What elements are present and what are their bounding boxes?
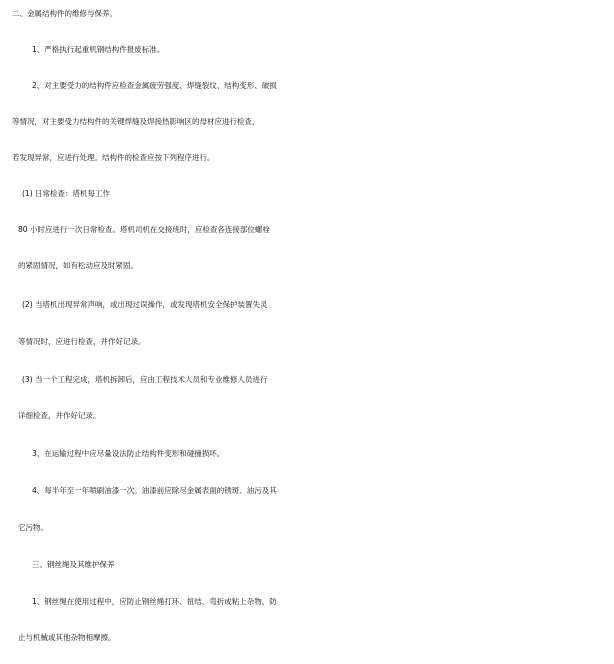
sub-item-2-line-1: (2) 当塔机出现异常声响，或出现过误操作，或发现塔机安全保护装置失灵 xyxy=(22,300,268,309)
paragraph-item-2-line-3: 若发现异常，应进行处理。结构件的检查应按下列程序进行。 xyxy=(12,153,215,162)
paragraph-item-4-line-2: 它污物。 xyxy=(18,523,48,532)
sub-item-3-line-2: 详细检查，并作好记录。 xyxy=(18,411,101,420)
sub-item-2-line-2: 等情况时，应进行检查，并作好记录。 xyxy=(18,337,146,346)
wire-rope-item-1-line-2: 止与机械或其他杂物相摩擦。 xyxy=(18,633,116,642)
paragraph-item-4-line-1: 4、每半年至一年喷刷油漆一次。油漆前应除尽金属表面的锈斑、油污及其 xyxy=(32,486,277,495)
sub-item-1-line-1: (1) 日常检查：塔机每工作 xyxy=(22,189,111,198)
section-heading-metal-structure: 二、金属结构件的维修与保养。 xyxy=(12,9,117,18)
paragraph-item-3: 3、在运输过程中应尽量设法防止结构件变形和碰撞损坏。 xyxy=(32,449,225,458)
paragraph-item-2-line-1: 2、对主要受力的结构件应检查金属疲劳强度、焊缝裂纹、结构变形、破损 xyxy=(32,81,277,90)
sub-item-1-line-2: 80 小时应进行一次日常检查。塔机司机在交接班时，应检查各连接部位螺栓 xyxy=(18,225,270,234)
section-heading-wire-rope: 三、钢丝绳及其维护保养 xyxy=(32,560,115,569)
sub-item-1-line-3: 的紧固情况，如有松动应及时紧固。 xyxy=(18,261,138,270)
sub-item-3-line-1: (3) 当一个工程完成，塔机拆卸后，应由工程技术人员和专业维修人员进行 xyxy=(22,375,268,384)
paragraph-item-2-line-2: 等情况，对主要受力结构件的关键焊缝及焊接热影响区的母材应进行检查， xyxy=(12,117,260,126)
wire-rope-item-1-line-1: 1、钢丝绳在使用过程中，应防止钢丝绳打环、扭结、弯折或粘上杂物，防 xyxy=(32,597,277,606)
paragraph-item-1: 1、严格执行起重机钢结构件报废标准。 xyxy=(32,45,165,54)
